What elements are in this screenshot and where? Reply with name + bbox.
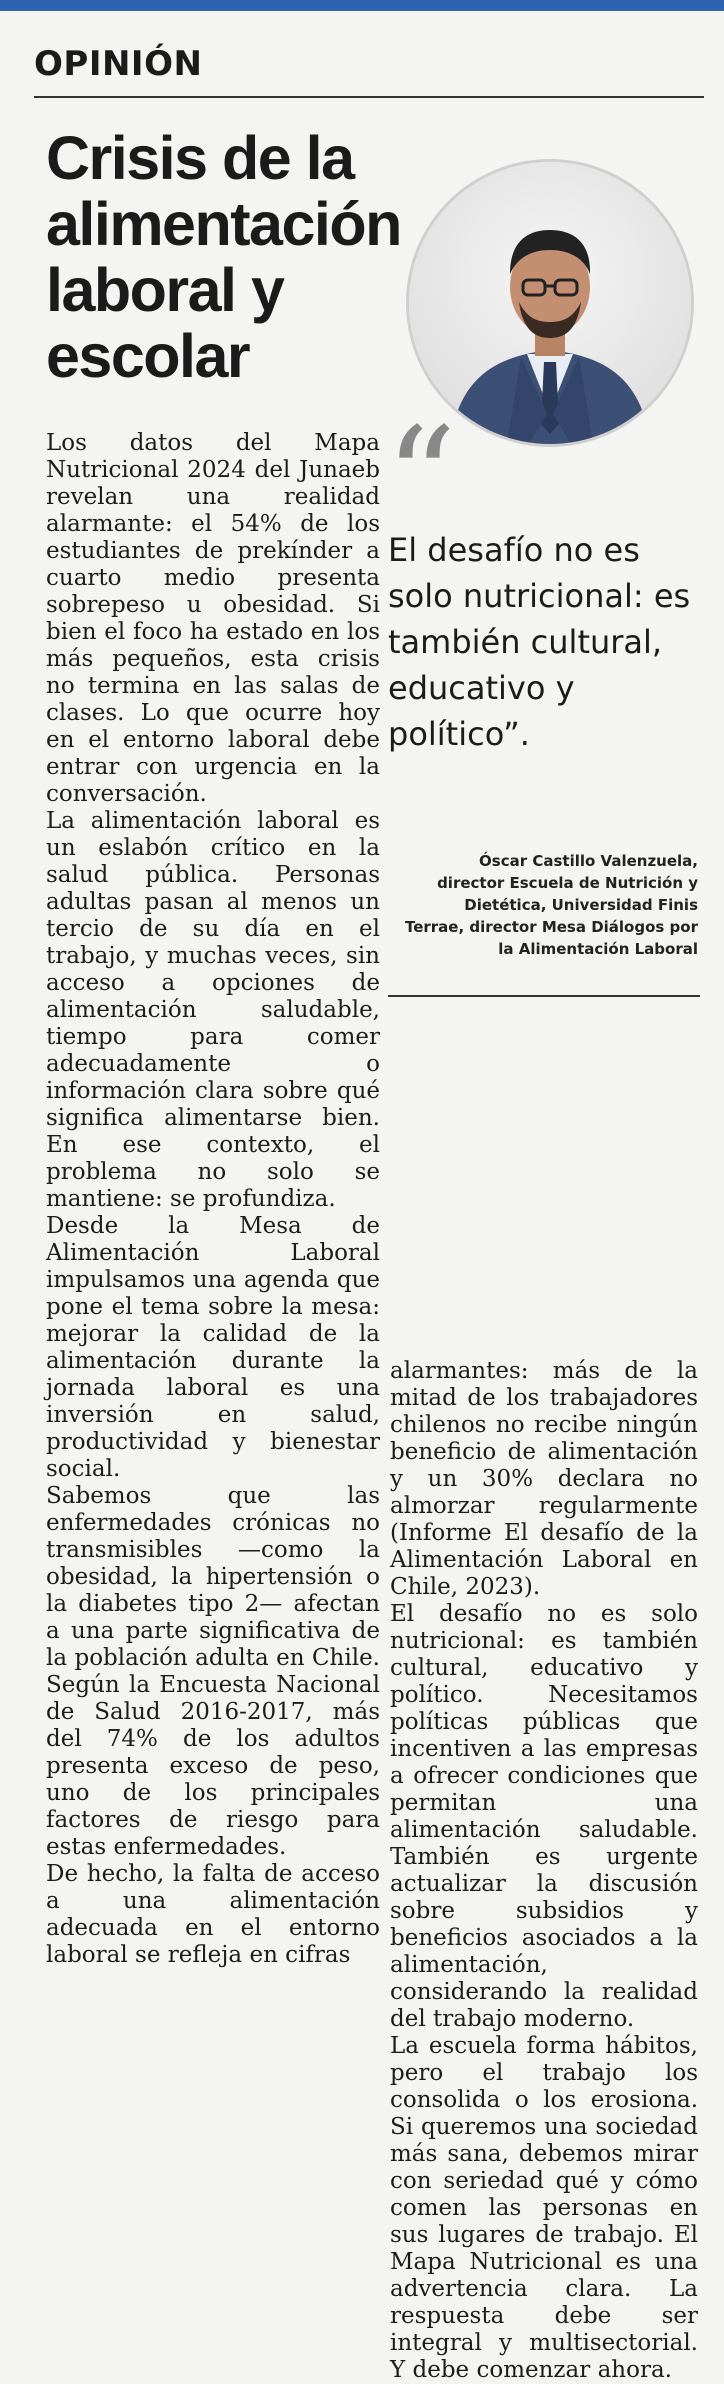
- body-paragraph: La alimentación laboral es un eslabón crítico en la salud pública. Personas adultas pasan al menos un tercio de su día en el trabajo, y muchas veces, sin acceso a opciones de alimentación saludable, tiempo para comer adecuadamente o información clara sobre qué significa alimentarse bien. En ese contexto, el problema no solo se mantiene: se profundiza.: [46, 808, 380, 1212]
- pull-quote: El desafío no es solo nutricional: es también cultural, educativo y político”.: [388, 531, 691, 753]
- body-column-2: [390, 1358, 698, 2384]
- body-column-1: [46, 430, 380, 1969]
- credit-divider: [388, 995, 700, 997]
- section-divider: [34, 96, 704, 98]
- body-paragraph: Desde la Mesa de Alimentación Laboral impulsamos una agenda que pone el tema sobre la mesa: mejorar la calidad de la alimentación durante la jornada laboral es una inversión en salud, productividad y bienestar social.: [46, 1213, 380, 1482]
- section-label: OPINIÓN: [34, 44, 203, 84]
- body-paragraph: Los datos del Mapa Nutricional 2024 del Junaeb revelan una realidad alarmante: el 54% de los estudiantes de prekínder a cuarto medio presenta sobrepeso u obesidad. Si bien el foco ha estado en los más pequeños, esta crisis no termina en las salas de clases. Lo que ocurre hoy en el entorno laboral debe entrar con urgencia en la conversación.: [46, 430, 380, 807]
- author-name: Óscar Castillo Valenzuela,: [479, 852, 698, 870]
- top-color-bar: [0, 0, 724, 11]
- author-credit: [400, 850, 698, 960]
- body-paragraph: La escuela forma hábitos, pero el trabajo los consolida o los erosiona. Si queremos una sociedad más sana, debemos mirar con seriedad qué y cómo comen las personas en sus lugares de trabajo. El Mapa Nutricional es una advertencia clara. La respuesta debe ser integral y multisectorial. Y debe comenzar ahora.: [390, 2033, 698, 2383]
- body-paragraph: El desafío no es solo nutricional: es también cultural, educativo y político. Necesitamos políticas públicas que incentiven a las empresas a ofrecer condiciones que permitan una alimentación saludable. También es urgente actualizar la discusión sobre subsidios y beneficios asociados a la alimentación, considerando la realidad del trabajo moderno.: [390, 1601, 698, 2032]
- article-title: Crisis de la alimentación laboral y escolar: [46, 124, 401, 390]
- body-paragraph: De hecho, la falta de acceso a una alimentación adecuada en el entorno laboral se refleja en cifras: [46, 1861, 380, 1968]
- body-paragraph: alarmantes: más de la mitad de los trabajadores chilenos no recibe ningún beneficio de alimentación y un 30% declara no almorzar regularmente (Informe El desafío de la Alimentación Laboral en Chile, 2023).: [390, 1358, 698, 1600]
- author-role: director Escuela de Nutrición y Dietética, Universidad Finis Terrae, director Mesa Diálogos por la Alimentación Laboral: [404, 874, 698, 958]
- body-paragraph: Sabemos que las enfermedades crónicas no transmisibles —como la obesidad, la hipertensión o la diabetes tipo 2— afectan a una parte significativa de la población adulta en Chile. Según la Encuesta Nacional de Salud 2016-2017, más del 74% de los adultos presenta exceso de peso, uno de los principales factores de riesgo para estas enfermedades.: [46, 1483, 380, 1860]
- quote-mark-icon: “: [385, 398, 457, 561]
